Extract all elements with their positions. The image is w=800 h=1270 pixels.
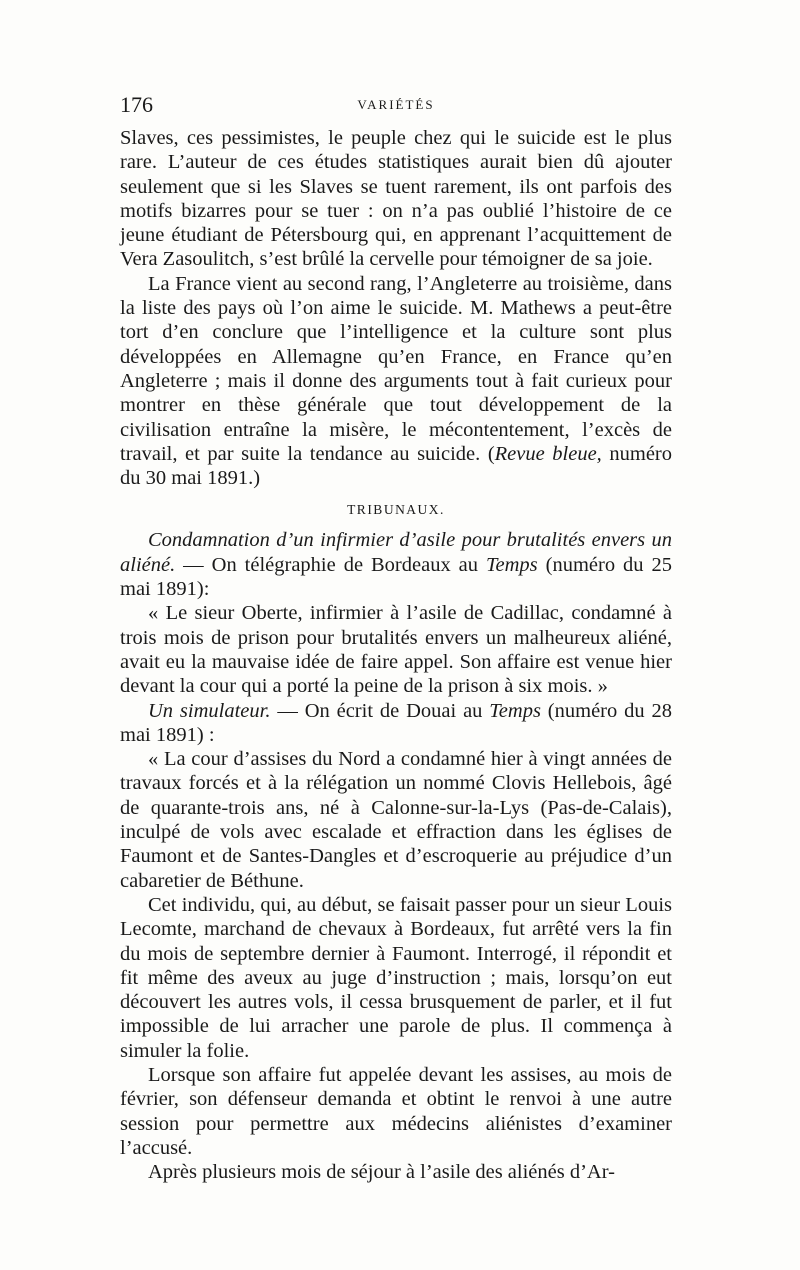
section-title-tribunaux: TRIBUNAUX. (347, 502, 445, 518)
quote-simulateur-trial: Lorsque son affaire fut appelée devant les assises, au mois de février, son défenseur demanda et obtint le renvoi à une autre session pour permettre aux médecins aliénistes d’examiner l’accusé. (120, 1063, 672, 1159)
source-citation-date: numéro du 30 mai 1891.) (120, 442, 672, 490)
quote-simulateur-asylum: Après plusieurs mois de séjour à l’asile des aliénés d’Ar- (148, 1161, 615, 1184)
body-text (120, 126, 672, 1184)
quote-simulateur-verdict: « La cour d’assises du Nord a condamné hier à vingt années de travaux forcés et à la rélégation un nommé Clovis Hellebois, âgé de quarante-trois ans, né à Calonne-sur-la-Lys (Pas-de-Calais), inculpé de vols avec escalade et effraction dans les églises de Faumont et de Santes-Dangles et d’escroquerie au préjudice d’un cabaretier de Béthune. (120, 748, 672, 892)
case-title-infirmier: Condamnation d’un infirmier d’asile pour brutalités envers un aliéné. (120, 529, 672, 576)
case-heading-simulateur (120, 699, 672, 748)
paragraph-suicide-ranking (120, 272, 672, 491)
quote-simulateur-arrest: Cet individu, qui, au début, se faisait passer pour un sieur Louis Lecomte, marchand de chevaux à Bordeaux, fut arrêté vers la fin du mois de septembre dernier à Faumont. Interrogé, il répondit et fit même des aveux au juge d’instruction ; mais, lorsqu’on eut découvert les autres vols, il cessa brusquement de parler, et il fut impossible de lui arracher une parole de plus. Il commença à simuler la folie. (120, 893, 672, 1062)
page-header (120, 92, 672, 122)
running-head: VARIÉTÉS (357, 97, 435, 112)
case-intro-infirmier-date: (numéro du 25 mai 1891): (120, 553, 673, 601)
quote-infirmier: « Le sieur Oberte, infirmier à l’asile de Cadillac, condamné à trois mois de prison pour brutalités envers un malheureux aliéné, avait eu la mauvaise idée de faire appel. Son affaire est venue hier devant la cour qui a porté la peine de la prison à six mois. » (120, 602, 672, 698)
case-title-simulateur: Un simulateur. (148, 699, 271, 722)
newspaper-name: Temps (489, 699, 541, 722)
source-citation-revue-bleue: Revue bleue, (494, 442, 602, 465)
case-heading-infirmier (120, 528, 672, 601)
paragraph-suicide-slaves: Slaves, ces pessimistes, le peuple chez qui le suicide est le plus rare. L’auteur de ces études statistiques aurait bien dû ajouter seulement que si les Slaves se tuent rarement, ils ont parfois des motifs bizarres pour se tuer : on n’a pas oublié l’histoire de ce jeune étudiant de Pétersbourg qui, en apprenant l’acquittement de Vera Zasoulitch, s’est brûlé la cervelle pour témoigner de sa joie. (120, 127, 672, 271)
case-intro-infirmier: — On télégraphie de Bordeaux au (175, 553, 486, 576)
newspaper-name: Temps (486, 553, 538, 576)
page-number: 176 (120, 92, 153, 117)
case-intro-simulateur-date: (numéro du 28 mai 1891) : (120, 699, 672, 746)
paragraph-suicide-ranking-text: La France vient au second rang, l’Angleterre au troisième, dans la liste des pays où l’on aime le suicide. M. Mathews a peut-être tort d’en conclure que l’intelligence et la culture sont plus développées en Allemagne qu’en France, en France qu’en Angleterre ; mais il donne des arguments tout à fait curieux pour montrer en thèse générale que tout développement de la civilisation entraîne la misère, le mécontentement, l’excès de travail, et par suite la tendance au suicide. ( (120, 272, 672, 465)
case-intro-simulateur: — On écrit de Douai au (270, 699, 490, 722)
